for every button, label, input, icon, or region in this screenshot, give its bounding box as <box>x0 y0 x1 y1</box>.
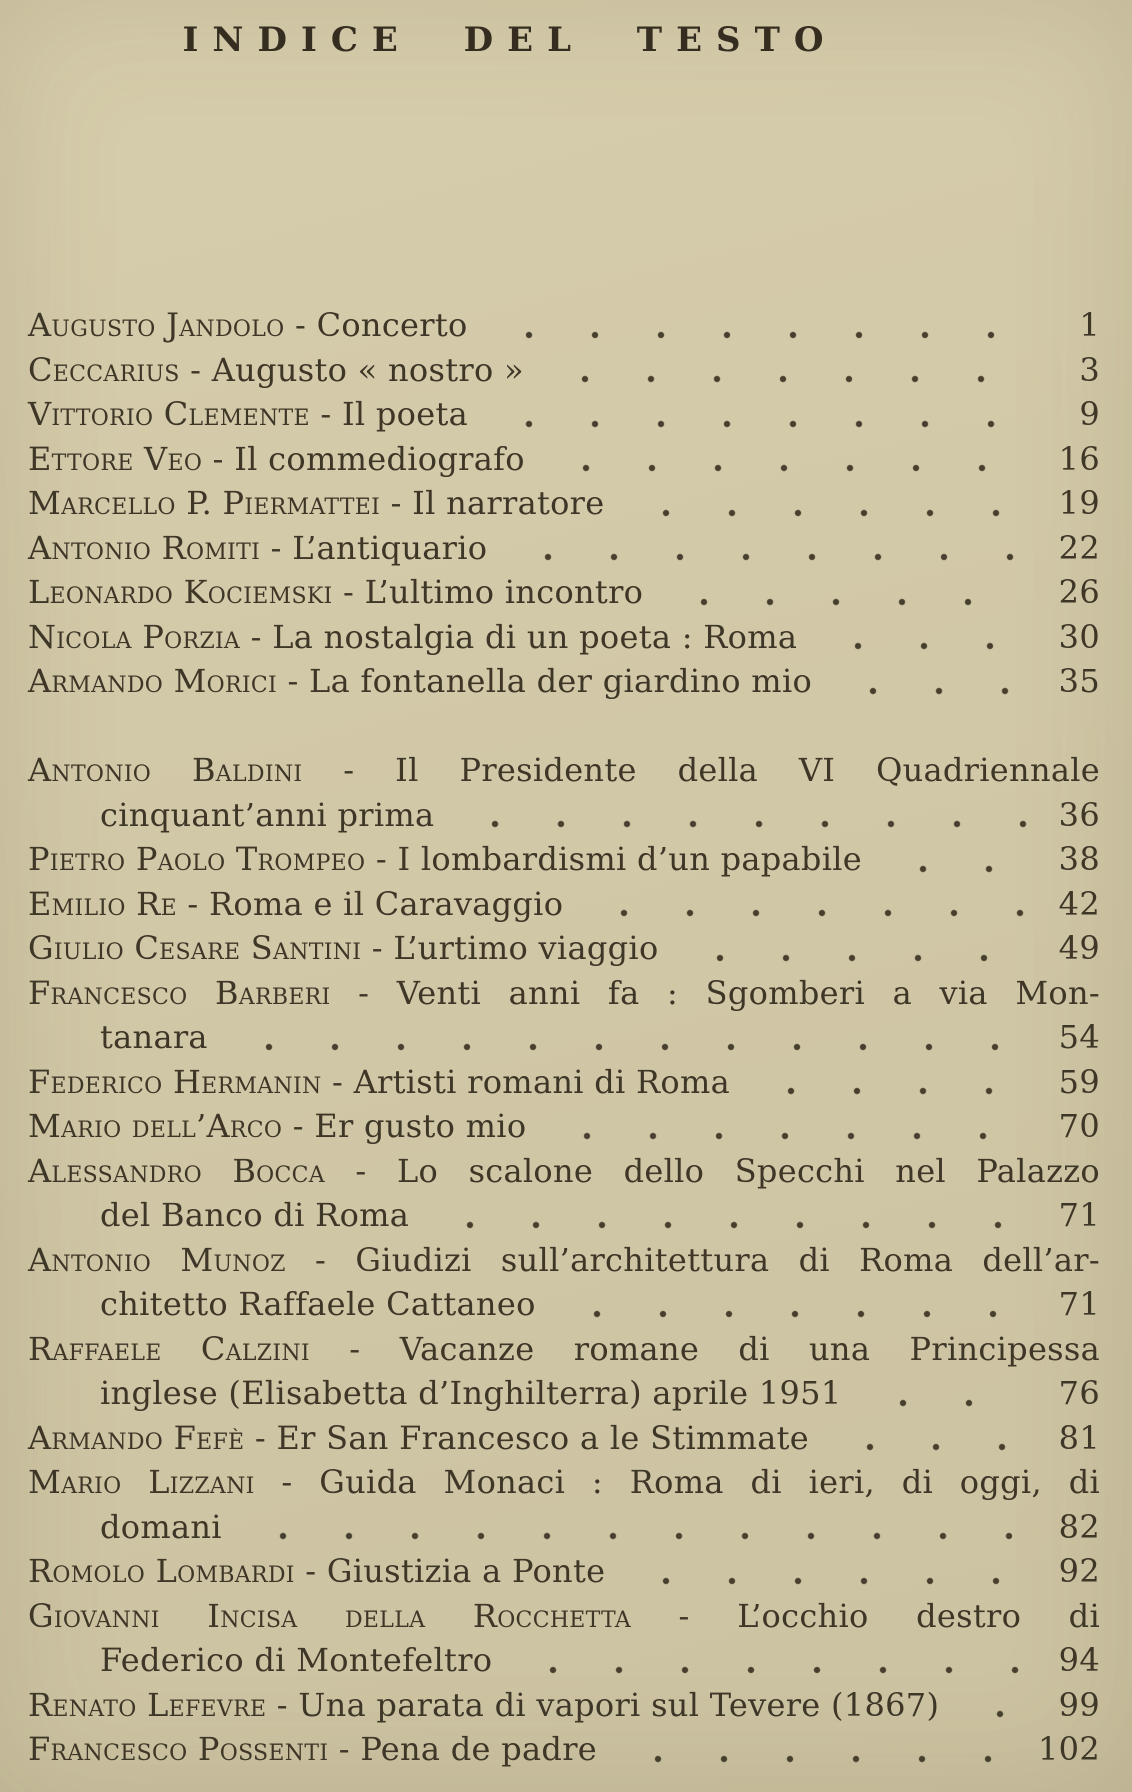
entry-title-continued: chitetto Raffaele Cattaneo <box>100 1285 536 1323</box>
author-title-separator: - <box>332 573 365 611</box>
author-title-separator: - <box>328 1730 361 1768</box>
dot-leader <box>797 615 1030 660</box>
entry-line <box>28 526 1100 571</box>
entry-title: Guida Monaci : Roma di ieri, di oggi, di <box>319 1463 1101 1501</box>
page-number: 76 <box>1058 1374 1100 1412</box>
dot-leader <box>605 481 1030 526</box>
entry-title: Il Presidente della VI Quadriennale <box>395 751 1101 789</box>
page-number: 82 <box>1058 1507 1100 1546</box>
entry-author: Antonio Baldini <box>28 751 303 789</box>
entry-line <box>28 1549 1100 1594</box>
index-entry <box>28 1727 1100 1772</box>
dot-leader <box>862 837 1030 882</box>
index-entry <box>28 926 1100 971</box>
index-entry <box>28 615 1100 660</box>
entry-title: Una parata di vapori sul Tevere (1867) <box>298 1685 940 1724</box>
index-entry <box>28 882 1100 927</box>
entry-line <box>28 481 1100 526</box>
entry-title: Pena de padre <box>360 1730 598 1768</box>
page-number: 26 <box>1058 573 1100 611</box>
entry-author: Ceccarius <box>28 350 180 389</box>
page-number: 54 <box>1058 1018 1100 1056</box>
entry-author: Mario Lizzani <box>28 1463 255 1501</box>
entry-line <box>28 1727 1100 1772</box>
dot-leader <box>939 1683 1030 1728</box>
continuation-indent <box>28 793 100 838</box>
index-entry <box>28 1060 1100 1105</box>
entry-title-continued: tanara <box>100 1018 208 1056</box>
entry-title-continued: Federico di Montefeltro <box>100 1641 493 1679</box>
dot-leader <box>643 570 1030 615</box>
entry-title: Concerto <box>316 306 468 344</box>
dot-leader <box>842 1371 1030 1416</box>
page-number: 94 <box>1058 1641 1100 1679</box>
entry-continuation-line <box>28 1638 1100 1683</box>
index-entry <box>28 526 1100 571</box>
index-entry <box>28 748 1100 837</box>
page-number: 22 <box>1058 528 1100 567</box>
entry-line <box>28 570 1100 615</box>
entry-author: Nicola Porzia <box>28 617 241 656</box>
index-entry <box>28 1594 1100 1683</box>
index-entry <box>28 437 1100 482</box>
author-title-separator: - <box>309 395 342 433</box>
index-entry <box>28 1460 1100 1549</box>
entry-title: Roma e il Caravaggio <box>209 884 564 923</box>
entry-title: Giustizia a Ponte <box>326 1552 606 1590</box>
page-number: 71 <box>1058 1285 1100 1323</box>
entry-line <box>28 1149 1100 1194</box>
entry-author: Francesco Possenti <box>28 1730 329 1768</box>
dot-leader <box>468 392 1030 437</box>
author-title-separator: - <box>179 350 212 389</box>
page-number: 3 <box>1079 350 1100 389</box>
entry-author: Mario dell’Arco <box>28 1107 283 1145</box>
dot-leader <box>222 1505 1030 1550</box>
author-title-separator: - <box>260 528 293 567</box>
entry-title: Er gusto mio <box>314 1107 527 1145</box>
entry-line <box>28 1416 1100 1461</box>
author-title-separator: - <box>330 973 397 1012</box>
index-entry <box>28 837 1100 882</box>
author-title-separator: - <box>282 1107 315 1145</box>
entry-line <box>28 1104 1100 1149</box>
dot-leader <box>492 1638 1030 1683</box>
entry-line <box>28 392 1100 437</box>
page-number: 30 <box>1058 617 1100 656</box>
index-entry <box>28 1416 1100 1461</box>
author-title-separator: - <box>365 840 398 878</box>
page-number: 19 <box>1058 484 1100 522</box>
entry-title-continued: inglese (Elisabetta d’Inghilterra) aprile 1951 <box>100 1374 842 1412</box>
entry-author: Marcello P. Piermattei <box>28 484 381 522</box>
page-number: 71 <box>1058 1196 1100 1234</box>
entry-line <box>28 971 1100 1016</box>
index-entry <box>28 481 1100 526</box>
entry-author: Vittorio Clemente <box>28 395 310 433</box>
page-title: INDICE DEL TESTO <box>182 20 838 60</box>
dot-leader <box>605 1549 1030 1594</box>
continuation-indent <box>28 1371 100 1416</box>
dot-leader <box>809 1416 1030 1461</box>
entry-title: L’urtimo viaggio <box>393 929 659 967</box>
entry-line <box>28 1683 1100 1728</box>
entry-continuation-line <box>28 1282 1100 1327</box>
page-number: 49 <box>1058 929 1100 967</box>
index-entry <box>28 392 1100 437</box>
index-group-1 <box>28 303 1100 704</box>
entry-title: Il narratore <box>412 484 605 522</box>
entry-title: Artisti romani di Roma <box>353 1062 731 1101</box>
entry-title: Er San Francesco a le Stimmate <box>276 1418 810 1457</box>
dot-leader <box>536 1282 1030 1327</box>
index-entry <box>28 570 1100 615</box>
entry-author: Federico Hermanin <box>28 1062 322 1101</box>
entry-continuation-line <box>28 1505 1100 1550</box>
entry-line <box>28 882 1100 927</box>
entry-author: Emilio Re <box>28 884 177 923</box>
entry-title: Vacanze romane di una Principessa <box>399 1329 1101 1368</box>
page-number: 99 <box>1058 1685 1100 1724</box>
entry-title: Augusto « nostro » <box>211 350 524 389</box>
index-entry <box>28 1683 1100 1728</box>
author-title-separator: - <box>631 1596 738 1635</box>
entry-author: Armando Fefè <box>28 1418 245 1457</box>
author-title-separator: - <box>321 1062 354 1101</box>
page-number: 9 <box>1079 395 1100 433</box>
entry-author: Antonio Romiti <box>28 528 261 567</box>
entry-line <box>28 348 1100 393</box>
entry-title: La fontanella der giardino mio <box>309 662 813 700</box>
entry-author: Antonio Munoz <box>28 1240 286 1279</box>
continuation-indent <box>28 1015 100 1060</box>
entry-line <box>28 303 1100 348</box>
index-entry <box>28 1149 1100 1238</box>
entry-line <box>28 1460 1100 1505</box>
continuation-indent <box>28 1505 100 1550</box>
page-number: 59 <box>1058 1062 1100 1101</box>
page-number: 16 <box>1058 439 1100 478</box>
page-number: 38 <box>1058 840 1100 878</box>
entry-author: Alessandro Bocca <box>28 1151 325 1190</box>
entry-author: Ettore Veo <box>28 439 203 478</box>
entry-line <box>28 659 1100 704</box>
author-title-separator: - <box>266 1685 299 1724</box>
entry-line <box>28 1594 1100 1639</box>
author-title-separator: - <box>309 1329 400 1368</box>
entry-author: Giulio Cesare Santini <box>28 929 362 967</box>
entry-line <box>28 437 1100 482</box>
author-title-separator: - <box>244 1418 277 1457</box>
entry-title: Giudizi sull’architettura di Roma dell’ar- <box>355 1240 1100 1279</box>
entry-author: Romolo Lombardi <box>28 1552 295 1590</box>
page-number: 92 <box>1058 1552 1100 1590</box>
entry-line <box>28 615 1100 660</box>
index-entry <box>28 303 1100 348</box>
author-title-separator: - <box>202 439 235 478</box>
entry-line <box>28 837 1100 882</box>
entry-line <box>28 1327 1100 1372</box>
page-number: 70 <box>1058 1107 1100 1145</box>
entry-title-continued: cinquant’anni prima <box>100 795 435 834</box>
page-number: 36 <box>1058 795 1100 834</box>
continuation-indent <box>28 1193 100 1238</box>
index-entry <box>28 1238 1100 1327</box>
dot-leader <box>525 437 1030 482</box>
entry-line <box>28 1238 1100 1283</box>
author-title-separator: - <box>240 617 273 656</box>
index-entry <box>28 1327 1100 1416</box>
entry-author: Armando Morici <box>28 662 277 700</box>
index-list <box>28 303 1100 1772</box>
dot-leader <box>563 882 1030 927</box>
dot-leader <box>434 793 1030 838</box>
entry-author: Augusto Jandolo <box>28 306 285 344</box>
author-title-separator: - <box>302 751 396 789</box>
entry-continuation-line <box>28 1193 1100 1238</box>
entry-title: L’occhio destro di <box>737 1596 1100 1635</box>
page-number: 102 <box>1038 1730 1100 1768</box>
author-title-separator: - <box>176 884 209 923</box>
entry-author: Raffaele Calzini <box>28 1329 310 1368</box>
entry-author: Francesco Barberi <box>28 973 331 1012</box>
dot-leader <box>409 1193 1030 1238</box>
page-number: 42 <box>1058 884 1100 923</box>
author-title-separator: - <box>254 1463 320 1501</box>
entry-continuation-line <box>28 1371 1100 1416</box>
author-title-separator: - <box>285 1240 356 1279</box>
entry-title: I lombardismi d’un papabile <box>397 840 863 878</box>
dot-leader <box>526 1104 1030 1149</box>
index-entry <box>28 1104 1100 1149</box>
entry-title-continued: del Banco di Roma <box>100 1196 410 1234</box>
entry-title: Lo scalone dello Specchi nel Palazzo <box>397 1151 1100 1190</box>
entry-author: Pietro Paolo Trompeo <box>28 840 366 878</box>
author-title-separator: - <box>276 662 310 700</box>
author-title-separator: - <box>380 484 413 522</box>
index-entry <box>28 1549 1100 1594</box>
dot-leader <box>524 348 1030 393</box>
entry-title: L’antiquario <box>292 528 488 567</box>
dot-leader <box>487 526 1030 571</box>
index-entry <box>28 659 1100 704</box>
entry-title: Venti anni fa : Sgomberi a via Mon- <box>396 973 1101 1012</box>
dot-leader <box>730 1060 1030 1105</box>
index-entry <box>28 971 1100 1060</box>
entry-continuation-line <box>28 793 1100 838</box>
entry-continuation-line <box>28 1015 1100 1060</box>
index-group-2 <box>28 748 1100 1772</box>
dot-leader <box>468 303 1030 348</box>
continuation-indent <box>28 1282 100 1327</box>
dot-leader <box>659 926 1030 971</box>
author-title-separator: - <box>324 1151 397 1190</box>
dot-leader <box>812 659 1030 704</box>
page-number: 1 <box>1079 306 1100 344</box>
entry-line <box>28 748 1100 793</box>
author-title-separator: - <box>284 306 317 344</box>
author-title-separator: - <box>361 929 394 967</box>
entry-title-continued: domani <box>100 1507 222 1546</box>
page-number: 35 <box>1058 662 1100 700</box>
entry-title: Il commediografo <box>234 439 525 478</box>
author-title-separator: - <box>294 1552 327 1590</box>
page-number: 81 <box>1058 1418 1100 1457</box>
dot-leader <box>208 1015 1030 1060</box>
entry-author: Renato Lefevre <box>28 1685 267 1724</box>
entry-title: La nostalgia di un poeta : Roma <box>272 617 798 656</box>
entry-author: Giovanni Incisa della Rocchetta <box>28 1596 632 1635</box>
dot-leader <box>597 1727 1030 1772</box>
index-entry <box>28 348 1100 393</box>
entry-author: Leonardo Kociemski <box>28 573 333 611</box>
entry-title: Il poeta <box>341 395 469 433</box>
entry-line <box>28 1060 1100 1105</box>
entry-line <box>28 926 1100 971</box>
continuation-indent <box>28 1638 100 1683</box>
entry-title: L’ultimo incontro <box>364 573 644 611</box>
